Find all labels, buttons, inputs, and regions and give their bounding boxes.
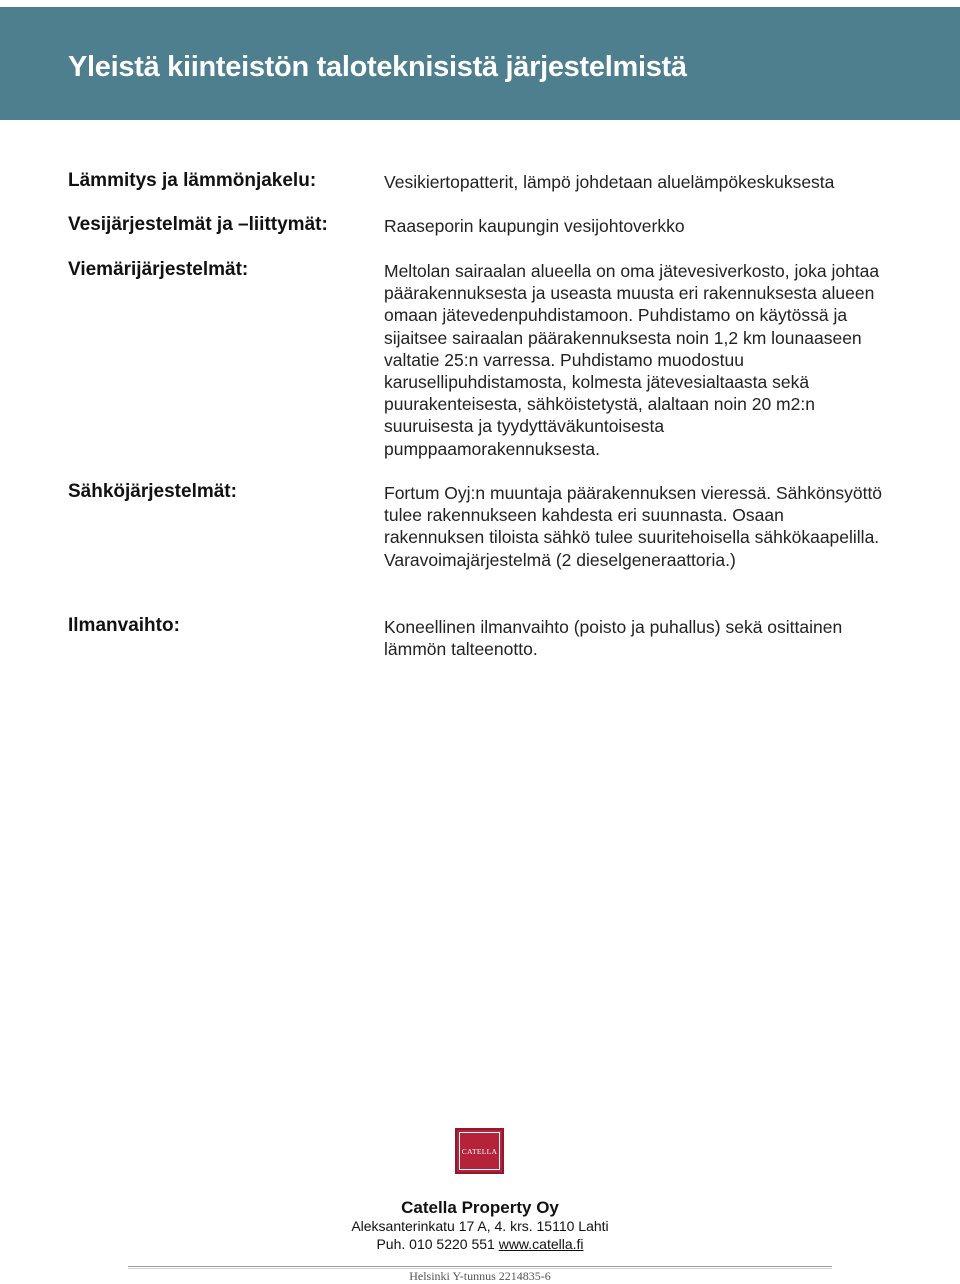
business-id: Helsinki Y-tunnus 2214835-6 <box>409 1269 551 1283</box>
system-value: Fortum Oyj:n muuntaja päärakennuksen vieressä. Sähkönsyöttö tulee rakennukseen kahdesta eri suunnasta. Osaan rakennuksen tiloista sähkö tulee suuritehoisella sähkökaapelilla. Varavoimajärjestelmä (2 dieselgeneraattoria.) <box>384 483 883 570</box>
logo-frame <box>459 1132 500 1170</box>
catella-logo <box>455 1128 504 1174</box>
page-title: Yleistä kiinteistön taloteknisistä järjestelmistä <box>68 51 687 83</box>
footer-divider <box>128 1266 832 1267</box>
system-value: Vesikiertopatterit, lämpö johdetaan aluelämpökeskuksesta <box>384 172 835 192</box>
contact-line <box>0 1236 960 1252</box>
company-address: Aleksanterinkatu 17 A, 4. krs. 15110 Lahti <box>351 1218 609 1234</box>
system-label: Sähköjärjestelmät: <box>68 481 237 502</box>
system-label: Lämmitys ja lämmönjakelu: <box>68 170 317 191</box>
company-name: Catella Property Oy <box>401 1198 559 1217</box>
system-value: Meltolan sairaalan alueella on oma jätevesiverkosto, joka johtaa päärakennuksesta ja useasta muusta eri rakennuksesta alueen omaan jätevedenpuhdistamoon. Puhdistamo on käytössä ja sijaitsee sairaalan päärakennuksesta noin 1,2 km lounaaseen valtatie 25:n varressa. Puhdistamo muodostuu karusellipuhdistamosta, kolmesta jätevesialtaasta sekä puurakenteisesta, sähköistetystä, alaltaan noin 20 m2:n suuruisesta ja tyydyttäväkuntoisesta pumppaamorakennuksesta. <box>384 261 880 459</box>
system-value: Raaseporin kaupungin vesijohtoverkko <box>384 216 685 236</box>
website-link[interactable]: www.catella.fi <box>498 1236 584 1252</box>
phone-number: Puh. 010 5220 551 <box>376 1236 499 1252</box>
system-value: Koneellinen ilmanvaihto (poisto ja puhallus) sekä osittainen lämmön talteenotto. <box>384 617 843 660</box>
logo-text: CATELLA <box>461 1146 498 1156</box>
header-banner <box>0 7 960 120</box>
system-label: Vesijärjestelmät ja –liittymät: <box>68 214 328 235</box>
system-label: Ilmanvaihto: <box>68 615 180 636</box>
system-label: Viemärijärjestelmät: <box>68 259 249 280</box>
